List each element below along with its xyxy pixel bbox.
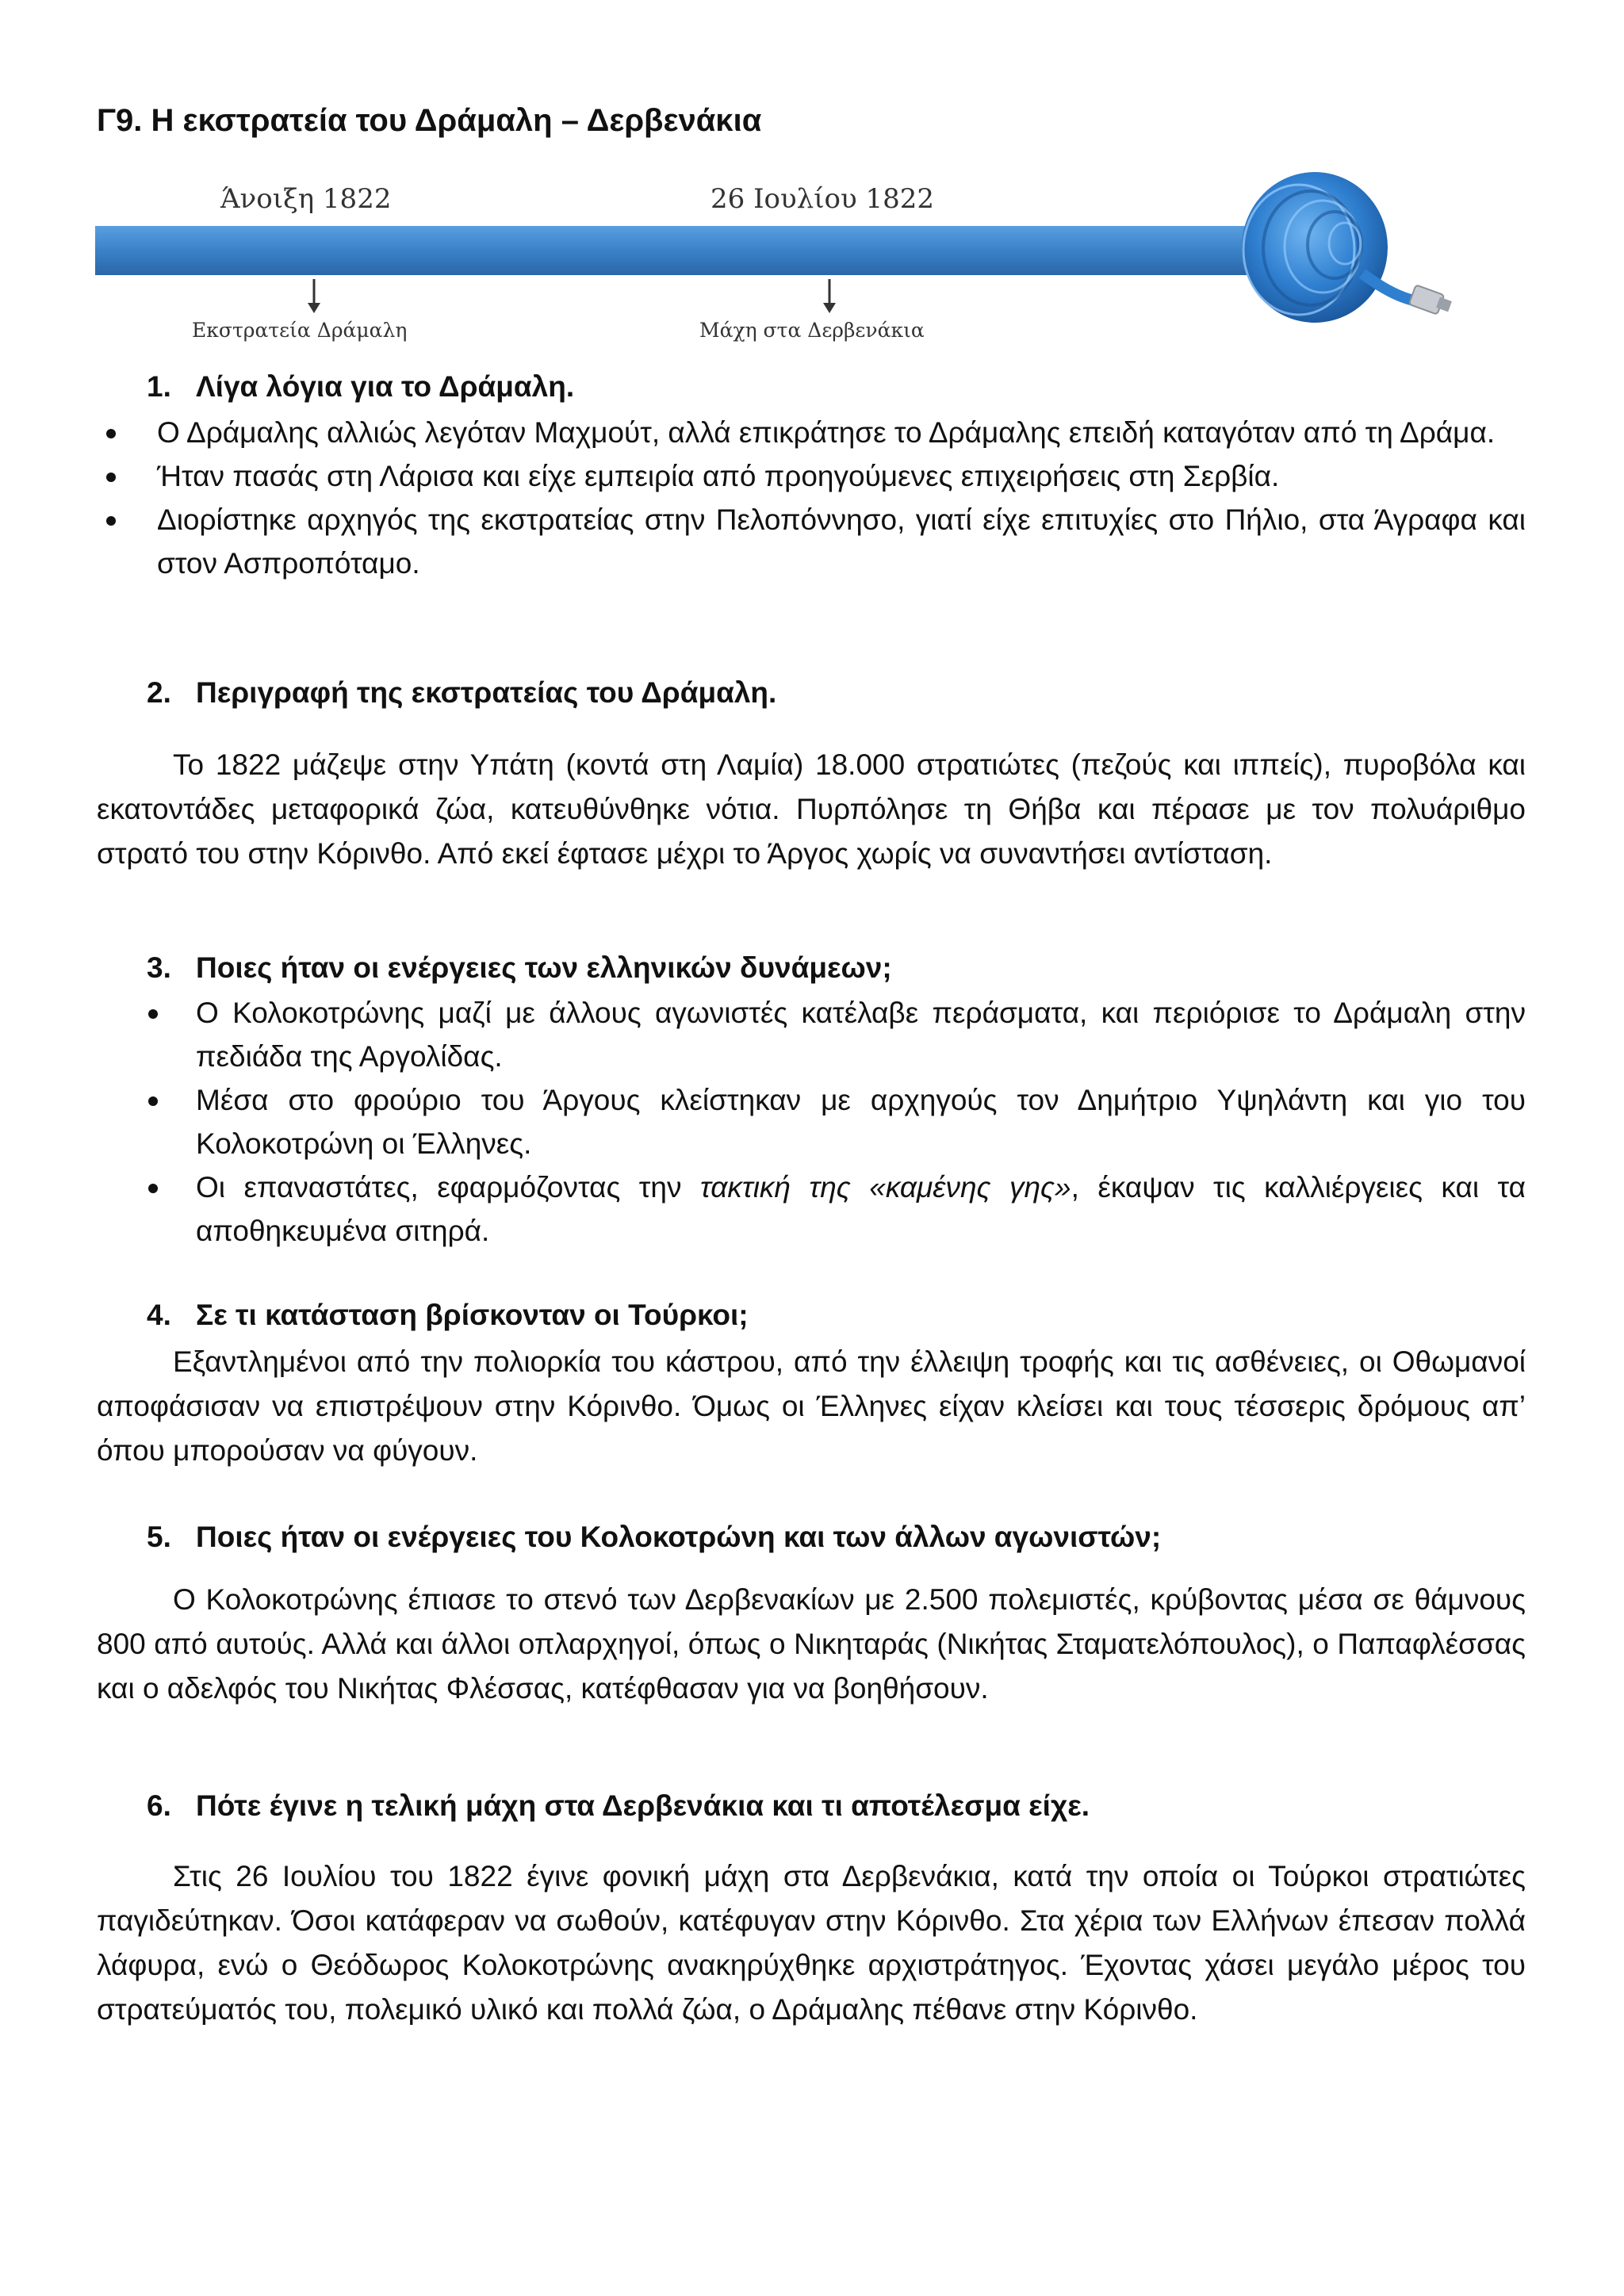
section-heading-4: 4. Σε τι κατάσταση βρίσκονταν οι Τούρκοι; (147, 1299, 749, 1331)
bullet-icon (106, 429, 116, 438)
list-item: Ήταν πασάς στη Λάρισα και είχε εμπειρία από προηγούμενες επιχειρήσεις στη Σερβία. (97, 454, 1526, 498)
section-heading-1: 1. Λίγα λόγια για το Δράμαλη. (147, 370, 575, 403)
section-2-paragraph: Το 1822 μάζεψε στην Υπάτη (κοντά στη Λαμία) 18.000 στρατιώτες (πεζούς και ιππείς), πυροβόλα και εκατοντάδες μεταφορικά ζώα, κατευθύνθηκε νότια. Πυρπόλησε τη Θήβα και πέρασε με τον πολυάριθμο στρατό του στην Κόρινθο. Από εκεί έφτασε μέχρι το Άργος χωρίς να συναντήσει αντίσταση. (97, 748, 1526, 870)
timeline-figure (94, 163, 1457, 353)
list-item: Οι επαναστάτες, εφαρμόζοντας την τακτική της «καμένης γης», έκαψαν τις καλλιέργειες και τα αποθηκευμένα σιτηρά. (147, 1165, 1526, 1253)
cable-coil (1242, 172, 1452, 323)
bullet-icon (148, 1096, 158, 1106)
section-4-paragraph: Εξαντλημένοι από την πολιορκία του κάστρου, από την έλλειψη τροφής και τις ασθένειες, οι Οθωμανοί αποφάσισαν να επιστρέψουν στην Κόρινθο. Όμως οι Έλληνες είχαν κλείσει και τους τέσσερις δρόμους απ’ όπου μπορούσαν να φύγουν. (97, 1345, 1526, 1467)
timeline-date-2: 26 Ιουλίου 1822 (710, 183, 934, 215)
bullet-icon (148, 1184, 158, 1193)
list-item: Διορίστηκε αρχηγός της εκστρατείας στην Πελοπόννησο, γιατί είχε επιτυχίες στο Πήλιο, στα Άγραφα και στον Ασπροπόταμο. (97, 498, 1526, 585)
timeline-bar (95, 226, 1269, 275)
list-item: Μέσα στο φρούριο του Άργους κλείστηκαν με αρχηγούς τον Δημήτριο Υψηλάντη και γιο του Κολοκοτρώνη οι Έλληνες. (147, 1078, 1526, 1165)
list-item: Ο Κολοκοτρώνης μαζί με άλλους αγωνιστές κατέλαβε περάσματα, και περιόρισε το Δράμαλη στην πεδιάδα της Αργολίδας. (147, 991, 1526, 1078)
arrow-down-icon (308, 279, 320, 313)
bullet-icon (148, 1009, 158, 1019)
page-title: Γ9. Η εκστρατεία του Δράμαλη – Δερβενάκια (97, 103, 762, 138)
section-heading-6: 6. Πότε έγινε η τελική μάχη στα Δερβενάκια και τι αποτέλεσμα είχε. (147, 1789, 1090, 1822)
section-3-list (147, 991, 1526, 1253)
timeline-event-1: Εκστρατεία Δράμαλη (192, 319, 408, 342)
bullet-icon (106, 516, 116, 526)
section-heading-5: 5. Ποιες ήταν οι ενέργειες του Κολοκοτρώνη και των άλλων αγωνιστών; (147, 1521, 1162, 1553)
section-6-paragraph: Στις 26 Ιουλίου του 1822 έγινε φονική μάχη στα Δερβενάκια, κατά την οποία οι Τούρκοι στρατιώτες παγιδεύτηκαν. Όσοι κατάφεραν να σωθούν, κατέφυγαν στην Κόρινθο. Στα χέρια των Ελλήνων έπεσαν πολλά λάφυρα, ενώ ο Θεόδωρος Κολοκοτρώνης ανακηρύχθηκε αρχιστράτηγος. Έχοντας χάσει μεγάλο μέρος του στρατεύματός του, πολεμικό υλικό και πολλά ζώα, ο Δράμαλης πέθανε στην Κόρινθο. (97, 1860, 1526, 2026)
timeline-event-2: Μάχη στα Δερβενάκια (699, 319, 925, 342)
list-item: Ο Δράμαλης αλλιώς λεγόταν Μαχμούτ, αλλά επικράτησε το Δράμαλης επειδή καταγόταν από τη Δράμα. (97, 411, 1526, 454)
section-1-list (97, 411, 1526, 585)
section-5-paragraph: Ο Κολοκοτρώνης έπιασε το στενό των Δερβενακίων με 2.500 πολεμιστές, κρύβοντας μέσα σε θάμνους 800 από αυτούς. Αλλά και άλλοι οπλαρχηγοί, όπως ο Νικηταράς (Νικήτας Σταματελόπουλος), ο Παπαφλέσσας και ο αδελφός του Νικήτας Φλέσσας, κατέφθασαν για να βοηθήσουν. (97, 1583, 1526, 1705)
bullet-icon (106, 473, 116, 482)
section-heading-2: 2. Περιγραφή της εκστρατείας του Δράμαλη. (147, 676, 777, 709)
timeline-date-1: Άνοιξη 1822 (220, 183, 392, 215)
arrow-down-icon (823, 279, 836, 313)
section-heading-3: 3. Ποιες ήταν οι ενέργειες των ελληνικών δυνάμεων; (147, 951, 892, 984)
